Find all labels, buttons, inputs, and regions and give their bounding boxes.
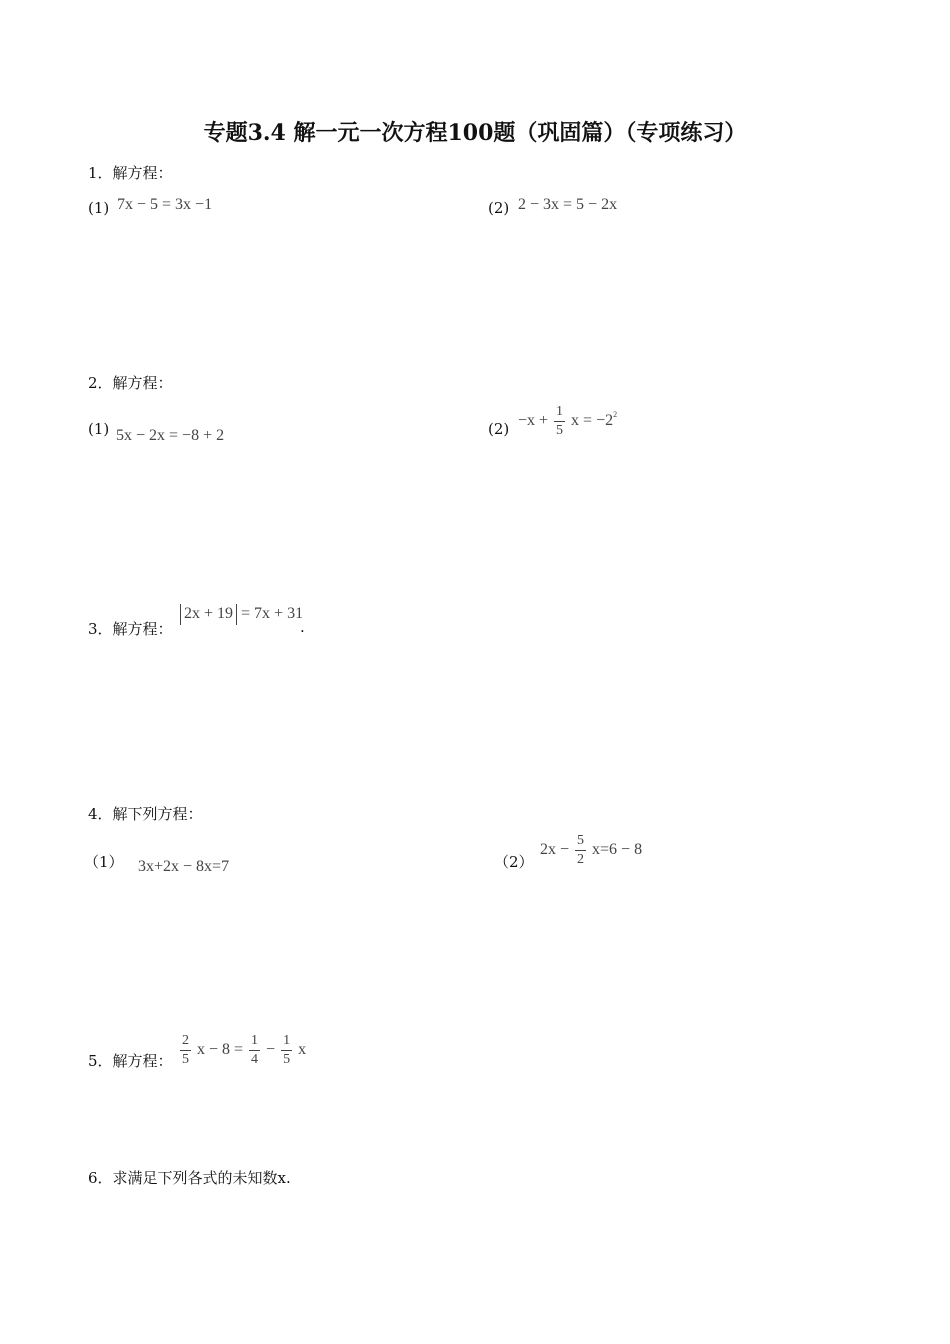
equation: 3x+2x − 8x=7 — [138, 858, 230, 875]
part-label: (1) — [88, 199, 110, 217]
question-3 — [88, 618, 173, 639]
equation-rhs: = 7x + 31 — [241, 605, 304, 622]
minus-sign: − — [266, 1041, 276, 1059]
question-number: 2． — [88, 374, 113, 392]
question-prompt: 解下列方程： — [112, 805, 203, 823]
part-label: （1） — [84, 853, 124, 871]
fraction — [180, 1034, 191, 1067]
equation-with-fraction — [518, 405, 617, 438]
fraction-denominator: 5 — [283, 1052, 291, 1067]
equation: 7x − 5 = 3x −1 — [117, 196, 213, 213]
exponent: 2 — [613, 410, 618, 420]
part-label: （2） — [494, 853, 534, 871]
question-number: 1． — [88, 164, 113, 182]
part-label: (2) — [488, 199, 510, 217]
question-1 — [88, 162, 173, 183]
question-6 — [88, 1167, 291, 1188]
question-prompt: 解方程： — [112, 620, 173, 638]
question-number: 4． — [88, 805, 113, 823]
fraction — [575, 834, 586, 867]
equation: 2 − 3x = 5 − 2x — [518, 196, 618, 213]
equation-lhs: 2x − — [540, 841, 570, 859]
question-number: 5． — [88, 1052, 113, 1070]
fraction-denominator: 2 — [577, 852, 585, 867]
equation-tail: x — [298, 1041, 307, 1059]
fraction-denominator: 4 — [251, 1052, 259, 1067]
question-2 — [88, 372, 173, 393]
fraction — [249, 1034, 260, 1067]
question-number: 6． — [88, 1169, 113, 1187]
page-title: 专题3.4 解一元一次方程100题（巩固篇）（专项练习） — [203, 120, 747, 146]
question-prompt: 解方程： — [112, 374, 173, 392]
equation-rhs: x = −2 — [571, 412, 614, 430]
fraction-numerator: 5 — [575, 834, 586, 851]
fraction — [281, 1034, 292, 1067]
equation-rhs: x=6 − 8 — [592, 841, 643, 859]
question-prompt: 求满足下列各式的未知数x. — [112, 1169, 291, 1187]
part-label: (1) — [88, 420, 110, 438]
part-label: (2) — [488, 420, 510, 438]
equation: 5x − 2x = −8 + 2 — [116, 427, 225, 444]
equation-with-fraction — [540, 834, 642, 867]
question-prompt: 解方程： — [112, 164, 173, 182]
fraction-numerator: 1 — [281, 1034, 292, 1051]
equation-lhs: −x + — [518, 412, 549, 430]
absolute-value: 2x + 19 — [180, 604, 237, 625]
absolute-value-equation — [180, 604, 303, 625]
question-prompt: 解方程： — [112, 1052, 173, 1070]
fraction-denominator: 5 — [556, 423, 564, 438]
fraction-equation — [178, 1034, 306, 1067]
fraction — [554, 405, 565, 438]
fraction-numerator: 2 — [180, 1034, 191, 1051]
fraction-numerator: 1 — [554, 405, 565, 422]
question-5 — [88, 1050, 173, 1071]
fraction-denominator: 5 — [182, 1052, 189, 1067]
question-number: 3． — [88, 620, 113, 638]
fraction-numerator: 1 — [249, 1034, 260, 1051]
equation-middle: x − 8 = — [197, 1041, 244, 1059]
sentence-period: . — [300, 618, 305, 636]
question-4 — [88, 803, 203, 824]
